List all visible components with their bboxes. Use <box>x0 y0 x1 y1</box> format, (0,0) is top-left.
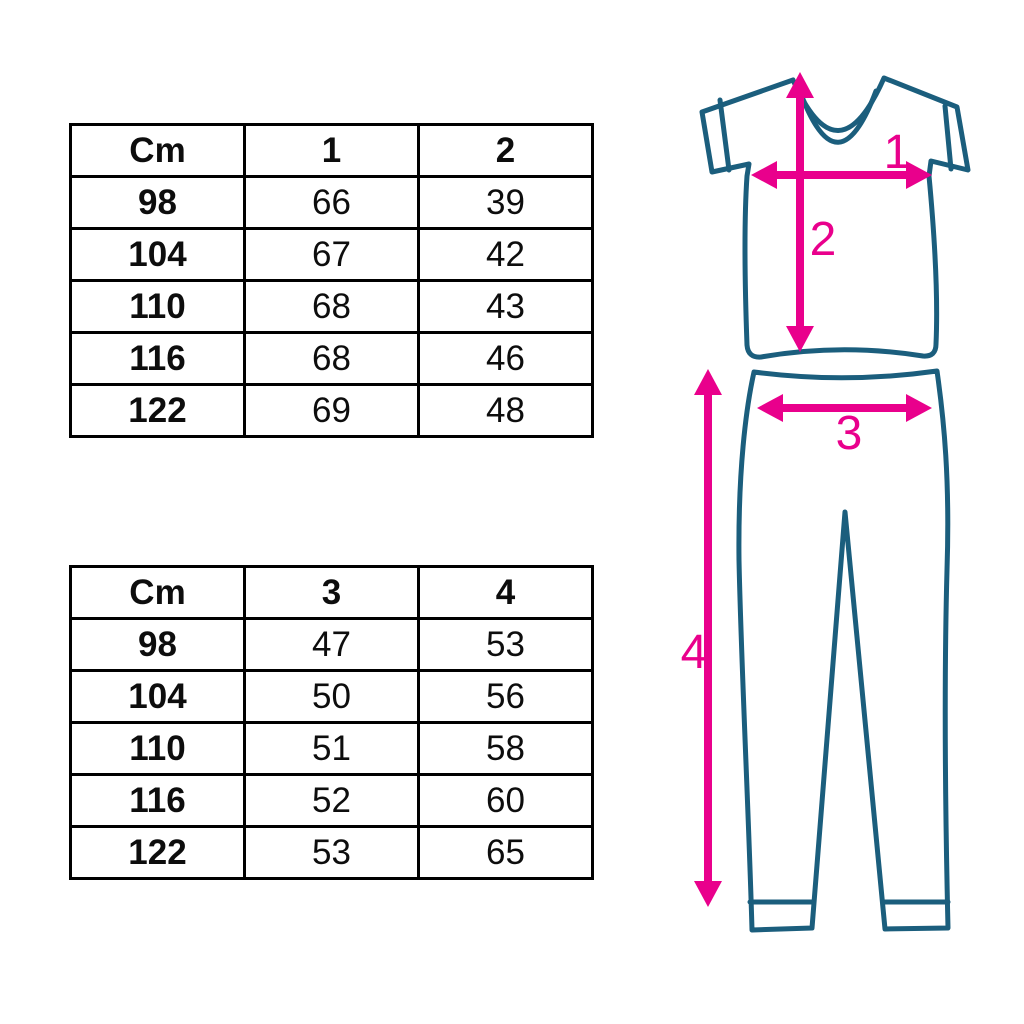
size-cell: 116 <box>71 775 245 827</box>
value-cell: 66 <box>245 177 419 229</box>
header-cell-cm: Cm <box>71 125 245 177</box>
size-cell: 98 <box>71 177 245 229</box>
value-cell: 50 <box>245 671 419 723</box>
value-cell: 68 <box>245 333 419 385</box>
header-cell-cm: Cm <box>71 567 245 619</box>
value-cell: 69 <box>245 385 419 437</box>
measure-label-pants-length: 4 <box>680 626 708 679</box>
value-cell: 43 <box>419 281 593 333</box>
value-cell: 53 <box>245 827 419 879</box>
value-cell: 39 <box>419 177 593 229</box>
value-cell: 56 <box>419 671 593 723</box>
value-cell: 68 <box>245 281 419 333</box>
size-cell: 122 <box>71 385 245 437</box>
size-cell: 110 <box>71 281 245 333</box>
size-cell: 104 <box>71 671 245 723</box>
measure-label-hip-width: 3 <box>835 407 863 460</box>
measure-label-chest-width: 1 <box>883 126 911 179</box>
value-cell: 42 <box>419 229 593 281</box>
header-cell-measure-2: 2 <box>419 125 593 177</box>
value-cell: 60 <box>419 775 593 827</box>
size-cell: 98 <box>71 619 245 671</box>
value-cell: 46 <box>419 333 593 385</box>
header-cell-measure-3: 3 <box>245 567 419 619</box>
value-cell: 52 <box>245 775 419 827</box>
header-cell-measure-4: 4 <box>419 567 593 619</box>
size-cell: 110 <box>71 723 245 775</box>
header-cell-measure-1: 1 <box>245 125 419 177</box>
value-cell: 48 <box>419 385 593 437</box>
size-cell: 116 <box>71 333 245 385</box>
value-cell: 51 <box>245 723 419 775</box>
size-cell: 122 <box>71 827 245 879</box>
value-cell: 67 <box>245 229 419 281</box>
value-cell: 53 <box>419 619 593 671</box>
value-cell: 47 <box>245 619 419 671</box>
measure-label-shirt-length: 2 <box>809 213 837 266</box>
value-cell: 58 <box>419 723 593 775</box>
size-cell: 104 <box>71 229 245 281</box>
value-cell: 65 <box>419 827 593 879</box>
